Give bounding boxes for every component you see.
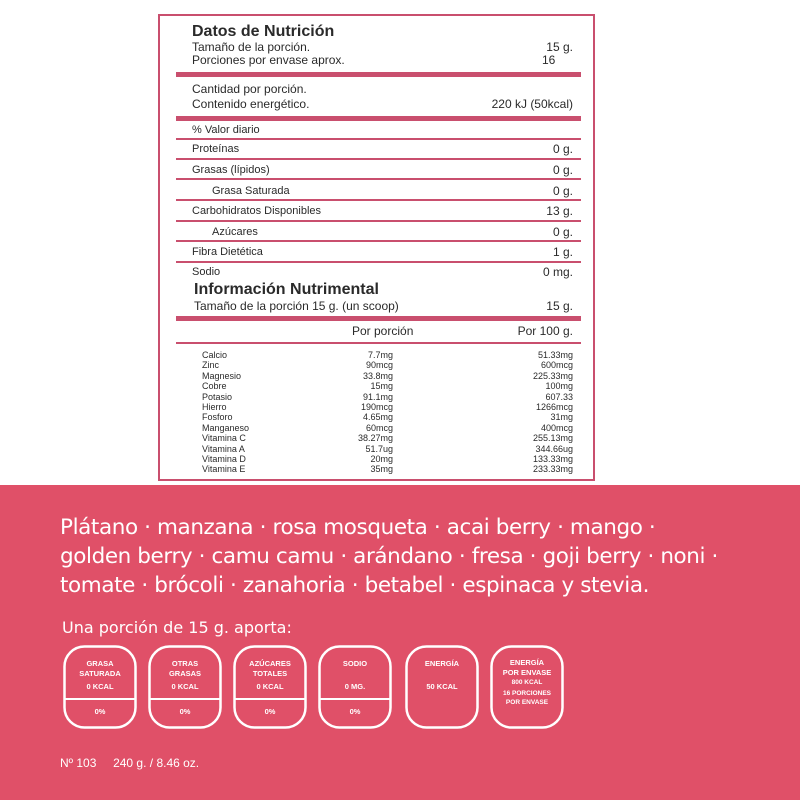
mineral-per-serving: 20mg (370, 454, 393, 464)
energy-value: 220 kJ (50kcal) (491, 97, 573, 111)
nutrition-title: Datos de Nutrición (192, 23, 335, 40)
nutrient-badge (233, 645, 307, 729)
badge-label: SODIO (342, 659, 368, 668)
mineral-name: Manganeso (202, 422, 250, 433)
nutrient-badge (405, 645, 479, 729)
mineral-per-serving: 90mcg (365, 360, 393, 371)
mineral-name: Vitamina C (202, 433, 246, 444)
divider (176, 116, 581, 121)
mineral-per-100g: 255.13mg (532, 433, 573, 444)
mineral-per-serving: 35mg (370, 464, 393, 475)
mineral-name: Cobre (202, 381, 227, 392)
mineral-name: Vitamina A (202, 443, 245, 454)
divider (176, 316, 581, 321)
nutrimental-serving-label: Tamaño de la porción 15 g. (un scoop) (194, 299, 399, 313)
badge-percent: 0% (349, 707, 361, 716)
mineral-per-100g: 400mcg (540, 422, 573, 433)
divider (176, 138, 581, 140)
mineral-per-100g: 133.33mg (532, 454, 573, 464)
mineral-per-serving: 33.8mg (362, 370, 393, 381)
minerals-table (160, 346, 593, 476)
servings-label: Porciones por envase aprox. (192, 53, 345, 67)
mineral-name: Vitamina D (202, 454, 246, 464)
badge-label: AZÚCARES TOTALES (249, 659, 291, 678)
mineral-name: Potasio (202, 391, 233, 402)
badge-value: 0 KCAL (86, 682, 114, 691)
badge-value: 0 KCAL (171, 682, 199, 691)
mineral-per-serving: 7.7mg (367, 350, 393, 360)
divider (176, 220, 581, 222)
mineral-per-serving: 51.7ug (365, 443, 393, 454)
column-header-per-100g: Por 100 g. (517, 324, 573, 338)
badge-percent: 0% (264, 707, 276, 716)
nutrient-row-label: Proteínas (192, 143, 240, 155)
mineral-per-100g: 600mcg (540, 360, 573, 371)
nutrient-row-value: 0 g. (552, 142, 573, 156)
badge-label: ENERGÍA POR ENVASE (502, 658, 552, 677)
nutrimental-title: Información Nutrimental (194, 281, 379, 298)
divider (176, 158, 581, 160)
nutrient-badge (318, 645, 392, 729)
mineral-name: Zinc (202, 360, 220, 371)
mineral-per-serving: 60mcg (365, 422, 393, 433)
nutrient-row-label: Fibra Dietética (192, 246, 263, 258)
divider (176, 72, 581, 77)
ingredients-line: tomate · brócoli · zanahoria · betabel · espinaca y stevia. (60, 573, 650, 598)
badge-value: 50 KCAL (426, 682, 458, 691)
nutrition-facts-panel (158, 14, 595, 481)
energy-label: Contenido energético. (192, 97, 310, 111)
nutrient-row-label: Sodio (192, 266, 221, 278)
divider (176, 178, 581, 180)
product-code: Nº 103 (60, 756, 97, 770)
portion-intro: Una porción de 15 g. aporta: (62, 618, 292, 637)
product-info-footer (0, 485, 800, 800)
mineral-per-serving: 4.65mg (362, 412, 393, 423)
column-header-per-serving: Por porción (352, 324, 414, 338)
nutrimental-serving-value: 15 g. (546, 299, 573, 313)
daily-value-label: % Valor diario (192, 124, 260, 136)
mineral-per-100g: 233.33mg (532, 464, 573, 475)
mineral-per-100g: 51.33mg (537, 350, 573, 360)
nutrient-row-label: Carbohidratos Disponibles (192, 205, 322, 217)
nutrient-badge (63, 645, 137, 729)
badge-value: 0 KCAL (256, 682, 284, 691)
mineral-name: Fosforo (202, 412, 233, 423)
badge-label: ENERGÍA (424, 659, 460, 668)
mineral-per-100g: 31mg (550, 412, 573, 423)
mineral-per-serving: 190mcg (360, 402, 393, 412)
ingredients-line: golden berry · camu camu · arándano · fresa · goji berry · noni · (60, 544, 718, 569)
mineral-per-serving: 15mg (370, 381, 393, 392)
mineral-per-100g: 344.66ug (535, 443, 573, 454)
nutrient-row-value: 0 g. (552, 184, 573, 198)
badge-label: GRASA SATURADA (79, 659, 121, 678)
badge-portions: 16 PORCIONES POR ENVASE (502, 690, 552, 706)
mineral-per-100g: 100mg (545, 381, 573, 392)
net-weight: 240 g. / 8.46 oz. (113, 756, 200, 770)
mineral-per-serving: 91.1mg (362, 391, 393, 402)
badge-label: OTRAS GRASAS (168, 659, 202, 678)
nutrient-row-label: Grasa Saturada (212, 185, 290, 197)
mineral-per-100g: 225.33mg (532, 370, 573, 381)
nutrient-row-value: 13 g. (546, 204, 573, 218)
mineral-per-serving: 38.27mg (357, 433, 393, 444)
nutrient-row-value: 0 g. (552, 163, 573, 177)
divider (176, 261, 581, 263)
nutrient-row-value: 0 mg. (542, 265, 573, 279)
energy-per-package-badge (490, 645, 564, 729)
amount-per-serving-label: Cantidad por porción. (192, 82, 307, 96)
servings-value: 16 (542, 53, 556, 67)
divider (176, 240, 581, 242)
mineral-per-100g: 1266mcg (535, 402, 573, 412)
product-code-weight (60, 756, 199, 770)
nutrient-row-value: 1 g. (552, 245, 573, 259)
serving-size-label: Tamaño de la porción. (192, 40, 311, 54)
badge-percent: 0% (179, 707, 191, 716)
mineral-per-100g: 607.33 (545, 391, 573, 402)
divider (176, 342, 581, 344)
nutrient-badge (148, 645, 222, 729)
nutrient-row-label: Grasas (lípidos) (192, 164, 270, 176)
nutrient-row-value: 0 g. (552, 225, 573, 239)
badge-value: 0 MG. (344, 682, 366, 691)
mineral-name: Calcio (202, 350, 228, 360)
divider (176, 199, 581, 201)
mineral-name: Magnesio (202, 370, 242, 381)
serving-size-value: 15 g. (546, 40, 573, 54)
ingredients-line: Plátano · manzana · rosa mosqueta · acai berry · mango · (60, 515, 656, 540)
nutrient-row-label: Azúcares (212, 226, 258, 238)
badge-value: 800 KCAL (511, 679, 543, 686)
mineral-name: Hierro (202, 402, 227, 412)
badge-percent: 0% (94, 707, 106, 716)
mineral-name: Vitamina E (202, 464, 246, 475)
